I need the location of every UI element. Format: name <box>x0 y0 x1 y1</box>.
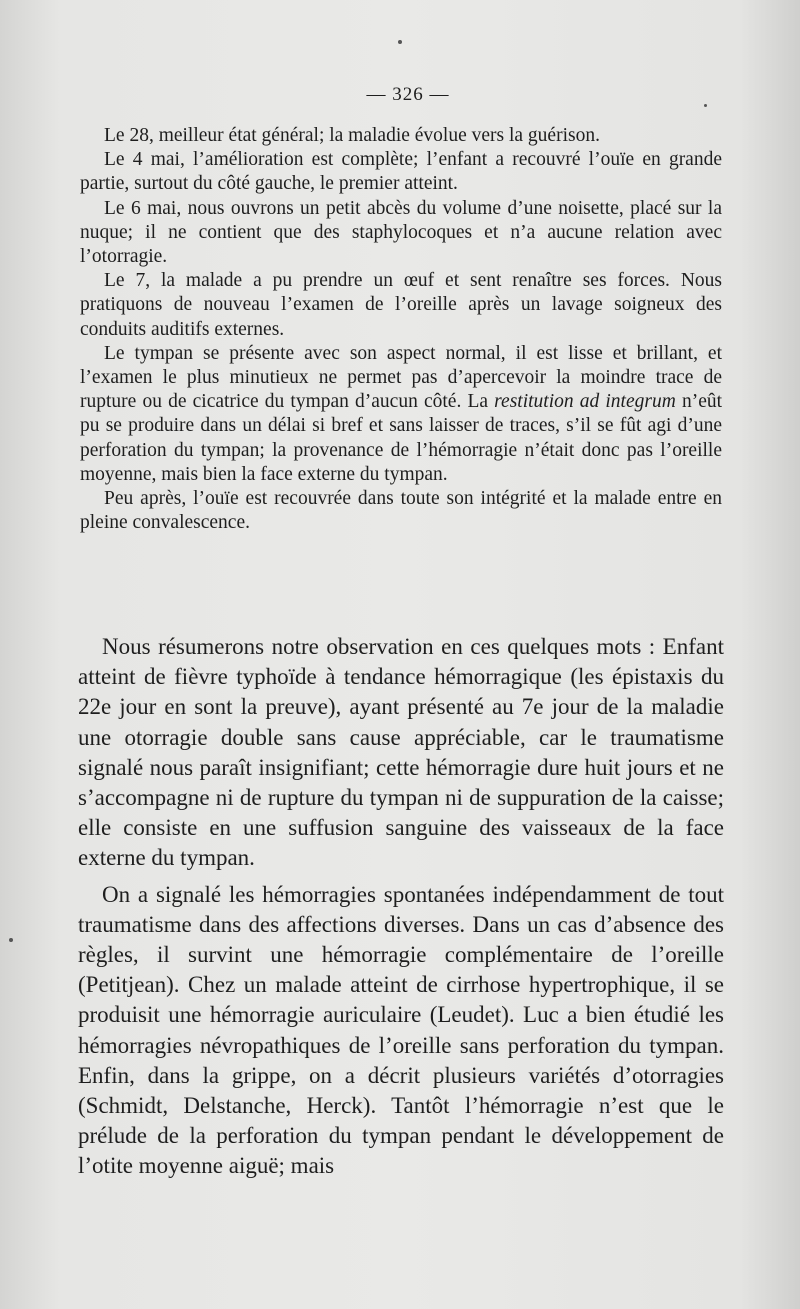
observation-notes <box>80 124 722 535</box>
latin-phrase: restitution ad integrum <box>494 391 676 413</box>
tympan-text-before: Le tympan se présente avec son aspect normal, il est lisse et brillant, et l’examen le plus minutieux ne permet pas d’apercevoir la moindre trace de rupture ou de cicatrice du tympan d’aucun côté. La <box>80 342 722 413</box>
paragraph-resume: Nous résumerons notre observation en ces quelques mots : Enfant atteint de fièvre typhoïde à tendance hémorragique (les épistaxis du 22e jour en sont la preuve), ayant présenté au 7e jour de la maladie une otorragie double sans cause appréciable, car le traumatisme signalé nous paraît insignifiant; cette hémorragie dure huit jours et ne s’accompagne ni de rupture du tympan ni de suppuration de la caisse; elle consiste en une suffusion sanguine des vaisseaux de la face externe du tympan. <box>78 634 724 871</box>
page-number: — 326 — <box>366 84 450 105</box>
ink-speck-left <box>9 938 13 942</box>
paragraph-convalescence: Peu après, l’ouïe est recouvrée dans toute son intégrité et la malade entre en pleine convalescence. <box>80 488 722 534</box>
tympan-text-after: n’eût pu se produire dans un délai si bref et sans laisser de traces, s’il se fût agi d’une perforation du tympan; la provenance de l’hémorragie n’était donc pas l’oreille moyenne, mais bien la face externe du tympan. <box>80 391 723 485</box>
ink-speck-top <box>398 40 402 44</box>
paragraph-day-7: Le 7, la malade a pu prendre un œuf et sent renaître ses forces. Nous pratiquons de nouveau l’examen de l’oreille après un lavage soigneux des conduits auditifs externes. <box>80 270 722 340</box>
paragraph-6-mai: Le 6 mai, nous ouvrons un petit abcès du volume d’une noisette, placé sur la nuque; il ne contient que des staphylocoques et n’a aucune relation avec l’otorragie. <box>80 197 722 268</box>
paragraph-hemorragies: On a signalé les hémorragies spontanées indépendamment de tout traumatisme dans des affections diverses. Dans un cas d’absence des règles, il survint une hémorragie complémentaire de l’oreille (Petitjean). Chez un malade atteint de cirrhose hypertrophique, il se produisit une hémorragie auriculaire (Leudet). Luc a bien étudié les hémorragies névropathiques de l’oreille sans perforation du tympan. Enfin, dans la grippe, on a décrit plusieurs variétés d’otorragies (Schmidt, Delstanche, Herck). Tantôt l’hémorragie n’est que le prélude de la perforation du tympan pendant le développement de l’otite moyenne aiguë; mais <box>78 881 724 1179</box>
paragraph-4-mai: Le 4 mai, l’amélioration est complète; l’enfant a recouvré l’ouïe en grande partie, surtout du côté gauche, le premier atteint. <box>80 149 722 195</box>
paragraph-day-28: Le 28, meilleur état général; la maladie évolue vers la guérison. <box>104 125 600 146</box>
paragraph-tympan <box>80 342 722 487</box>
summary-text <box>78 632 724 1182</box>
